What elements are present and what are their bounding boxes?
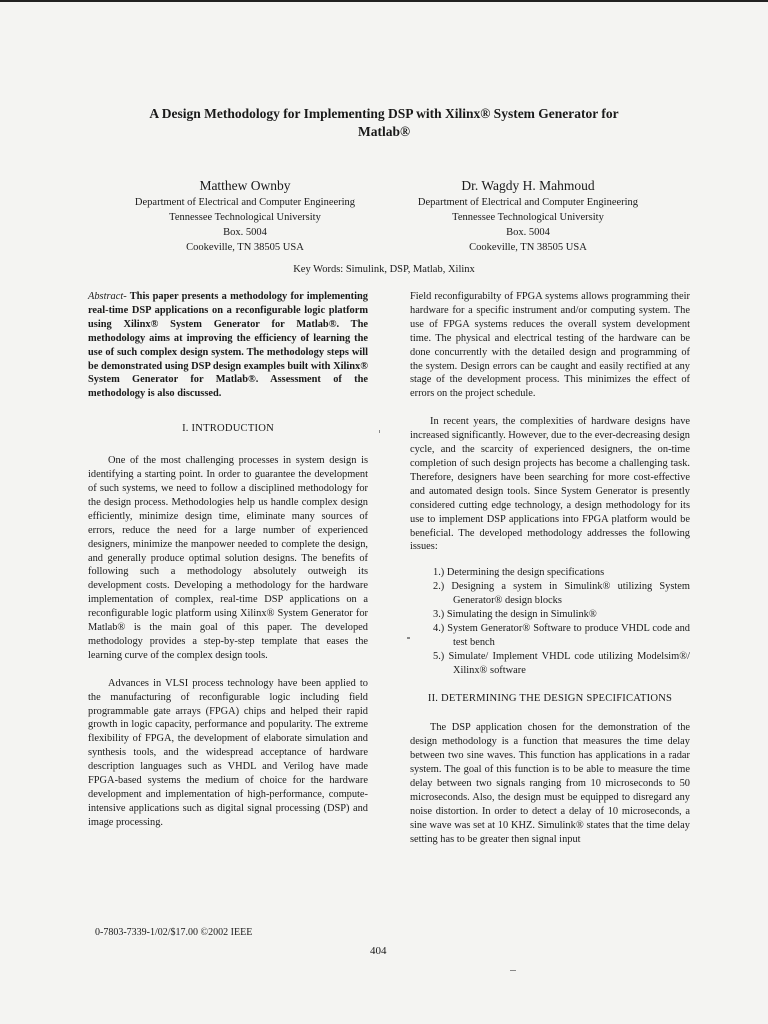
author-dept: Department of Electrical and Computer Engineering (417, 197, 639, 208)
author-city: Cookeville, TN 38505 USA (186, 242, 304, 253)
scan-speck (407, 637, 410, 639)
intro-paragraph-2: Advances in VLSI process technology have been applied to the manufacturing of reconfigurable logic including field programmable gate arrays (FPGA) chips and helped their rapid growth in logic capacity, performance and popularity. The extreme flexibility of FPGA, the development of elaborate simulation and synthesis tools, and the widespread acceptance of hardware description languages such as VHDL and Verilog have made FPGA-based systems the medium of choice for the hardware development and implementation of high-performance, compute-intensive applications such as digital signal processing (DSP) and image processing. (88, 677, 368, 828)
list-item: 1.) Determining the design specifications (433, 567, 605, 579)
author-dept: Department of Electrical and Computer Engineering (134, 197, 356, 208)
left-column (88, 290, 368, 830)
abstract-label: Abstract- (88, 291, 127, 302)
keywords-line: Key Words: Simulink, DSP, Matlab, Xilinx (293, 264, 475, 275)
title-line-2: Matlab® (357, 124, 411, 139)
author-name: Matthew Ownby (199, 178, 291, 193)
section2-paragraph-1: The DSP application chosen for the demonstration of the design methodology is a function that measures the time delay between two sine waves. This function has applications in a radar system. The goal of this function is to be able to measure the time delay between two signals ranging from 10 microseconds to 50 microseconds. Also, the design must be equipped to disregard any noise distortion. In order to detect a delay of 10 microseconds, a sine wave was set at 10 KHZ. Simulink® states that the time delay setting has to be greater then signal input (410, 722, 690, 845)
intro-paragraph-1: One of the most challenging processes in system design is identifying a starting point. In order to guarantee the development of such systems, we need to follow a disciplined methodology for the design process. Methodologies help us handle complex design efficiently, minimize design time, eliminate many sources of errors, reduce the need for a large number of experienced designers, minimize the manpower needed to complete the design, and generally produce optimal solution designs. The benefits of following such a methodology absolutely outweigh its development costs. Developing a methodology for the hardware implementation of complex, real-time DSP applications on a reconfigurable logic platform using Xilinx® System Generator for Matlab® is the main goal of this paper. The developed methodology provides a step-by-step template that eases the learning curve of the complex design tools. (88, 455, 368, 661)
list-item: 3.) Simulating the design in Simulink® (433, 609, 597, 621)
issues-list (410, 566, 690, 677)
page-number: 404 (370, 945, 387, 957)
copyright-line: 0-7803-7339-1/02/$17.00 ©2002 IEEE (95, 927, 253, 938)
author-block-2 (388, 177, 668, 255)
author-box: Box. 5004 (506, 227, 550, 238)
paper-title (80, 105, 688, 141)
abstract (88, 290, 368, 401)
scan-speck (510, 970, 516, 971)
author-city: Cookeville, TN 38505 USA (469, 242, 587, 253)
author-univ: Tennessee Technological University (169, 212, 321, 223)
author-box: Box. 5004 (223, 227, 267, 238)
author-name: Dr. Wagdy H. Mahmoud (461, 178, 595, 193)
section-heading-design-specifications: II. DETERMINING THE DESIGN SPECIFICATIONS (427, 692, 673, 704)
title-line-1: A Design Methodology for Implementing DSP with Xilinx® System Generator for (149, 106, 619, 121)
list-item: 4.) System Generator® Software to produce VHDL code and test bench (433, 622, 690, 648)
right-column (410, 290, 690, 847)
intro-paragraph-3: Field reconfigurabilty of FPGA systems allows programming their hardware for a specific instrument and/or computing system. The use of FPGA systems reduces the overall system development time. The physical and electrical testing of the hardware can be done concurrently with the detailed design and programming of the system. Design errors can be caught and easily rectified at any stage of the development process. This minimizes the effect of errors on the project schedule. (410, 291, 690, 400)
section-heading-introduction: I. INTRODUCTION (182, 423, 274, 435)
abstract-text: This paper presents a methodology for implementing real-time DSP applications on a reconfigurable logic platform using Xilinx® System Generator for Matlab®. The methodology aims at improving the efficiency of learning the use of such complex design system. The methodology steps will be demonstrated using DSP design examples built with Xilinx® System Generator for Matlab®. Assessment of the methodology is also discussed. (88, 291, 368, 400)
author-block-1 (105, 177, 385, 255)
top-rule (0, 0, 768, 2)
list-item: 2.) Designing a system in Simulink® utilizing System Generator® design blocks (433, 581, 690, 607)
scan-speck (379, 430, 380, 433)
intro-paragraph-4: In recent years, the complexities of hardware designs have increased significantly. However, due to the ever-decreasing design cycle, and the scarcity of experienced designers, the on-time completion of such design projects has become a challenging task. Therefore, designers have been searching for more cost-effective and automated design tools. Since System Generator is presently considered cutting edge technology, a design methodology for its use to implement DSP applications into FPGA platform would be beneficial. The developed methodology addresses the following issues: (410, 416, 691, 553)
list-item: 5.) Simulate/ Implement VHDL code utilizing Modelsim®/ Xilinx® software (433, 650, 690, 676)
author-univ: Tennessee Technological University (452, 212, 604, 223)
